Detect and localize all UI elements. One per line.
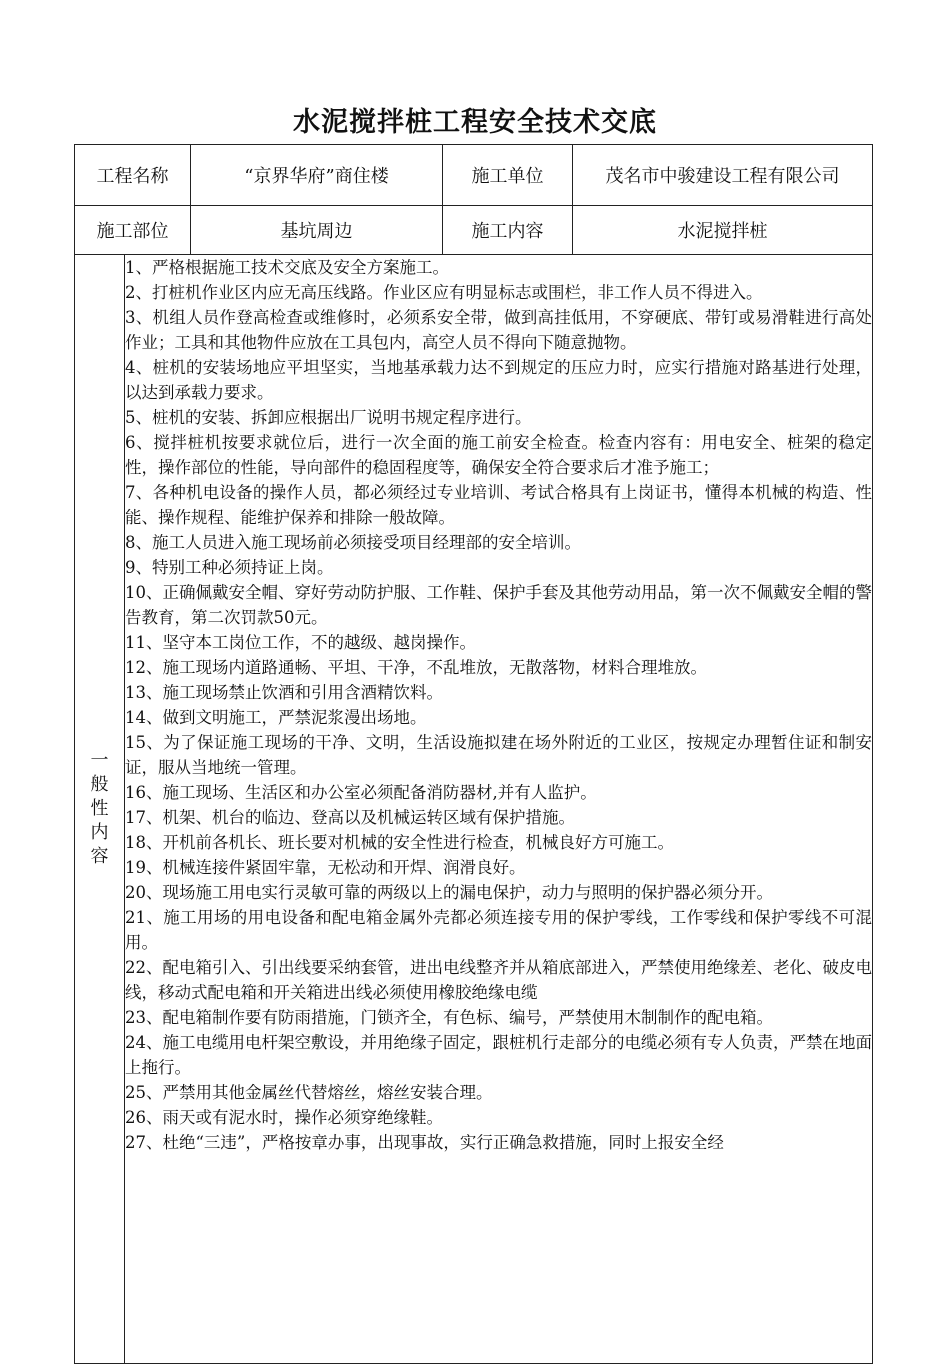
project-name-label: 工程名称 (75, 145, 191, 206)
work-content-label: 施工内容 (443, 206, 573, 255)
work-info-row (75, 206, 873, 255)
safety-item: 25、严禁用其他金属丝代替熔丝，熔丝安装合理。 (125, 1083, 493, 1102)
general-content-body (125, 255, 873, 1364)
work-location-label: 施工部位 (75, 206, 191, 255)
safety-item: 24、施工电缆用电杆架空敷设，并用绝缘子固定，跟桩机行走部分的电缆必须有专人负责，严禁在地面上拖行。 (125, 1033, 872, 1077)
safety-items-list (125, 255, 872, 1363)
work-content-value: 水泥搅拌桩 (573, 206, 873, 255)
safety-item: 21、施工用场的用电设备和配电箱金属外壳都必须连接专用的保护零线，工作零线和保护零线不可混用。 (125, 908, 872, 952)
label-char: 内 (90, 822, 109, 843)
document-title: 水泥搅拌桩工程安全技术交底 (293, 107, 657, 138)
label-char: 容 (90, 846, 109, 867)
safety-item: 26、雨天或有泥水时，操作必须穿绝缘鞋。 (125, 1108, 443, 1127)
safety-item: 7、各种机电设备的操作人员，都必须经过专业培训、考试合格具有上岗证书，懂得本机械的构造、性能、操作规程、能维护保养和排除一般故障。 (125, 483, 872, 527)
disclosure-table (74, 144, 873, 1364)
safety-item: 2、打桩机作业区内应无高压线路。作业区应有明显标志或围栏，非工作人员不得进入。 (125, 283, 763, 302)
safety-item: 9、特别工种必须持证上岗。 (125, 558, 334, 577)
safety-item: 19、机械连接件紧固牢靠，无松动和开焊、润滑良好。 (125, 858, 526, 877)
safety-item: 5、桩机的安装、拆卸应根据出厂说明书规定程序进行。 (125, 408, 532, 427)
construction-unit-label: 施工单位 (443, 145, 573, 206)
safety-item: 15、为了保证施工现场的干净、文明，生活设施拟建在场外附近的工业区，按规定办理暂住证和制安证，服从当地统一管理。 (125, 733, 872, 777)
safety-item: 13、施工现场禁止饮酒和引用含酒精饮料。 (125, 683, 443, 702)
work-location-value: 基坑周边 (191, 206, 443, 255)
safety-item: 6、搅拌桩机按要求就位后，进行一次全面的施工前安全检查。检查内容有：用电安全、桩架的稳定性，操作部位的性能，导向部件的稳固程度等，确保安全符合要求后才准予施工； (125, 433, 872, 477)
safety-item: 16、施工现场、生活区和办公室必须配备消防器材,并有人监护。 (125, 783, 597, 802)
safety-item: 22、配电箱引入、引出线要采纳套管，进出电线整齐并从箱底部进入，严禁使用绝缘差、老化、破皮电线，移动式配电箱和开关箱进出线必须使用橡胶绝缘电缆 (125, 958, 872, 1002)
safety-item: 27、杜绝“三违”，严格按章办事，出现事故，实行正确急救措施，同时上报安全经 (125, 1133, 724, 1152)
safety-item: 17、机架、机台的临边、登高以及机械运转区域有保护措施。 (125, 808, 575, 827)
safety-item: 14、做到文明施工，严禁泥浆漫出场地。 (125, 708, 427, 727)
safety-item: 20、现场施工用电实行灵敏可靠的两级以上的漏电保护，动力与照明的保护器必须分开。 (125, 883, 773, 902)
general-content-row (75, 255, 873, 1364)
safety-item: 18、开机前各机长、班长要对机械的安全性进行检查，机械良好方可施工。 (125, 833, 674, 852)
label-char: 一 (90, 750, 109, 771)
construction-unit-value: 茂名市中骏建设工程有限公司 (573, 145, 873, 206)
label-char: 般 (90, 774, 109, 795)
general-content-label (75, 255, 125, 1364)
safety-item: 3、机组人员作登高检查或维修时，必须系安全带，做到高挂低用，不穿硬底、带钉或易滑鞋进行高处作业；工具和其他物件应放在工具包内，高空人员不得向下随意抛物。 (125, 308, 872, 352)
safety-item: 11、坚守本工岗位工作，不的越级、越岗操作。 (125, 633, 476, 652)
safety-item: 1、严格根据施工技术交底及安全方案施工。 (125, 258, 449, 277)
project-name-value: “京界华府”商住楼 (191, 145, 443, 206)
safety-item: 23、配电箱制作要有防雨措施，门锁齐全，有色标、编号，严禁使用木制制作的配电箱。 (125, 1008, 773, 1027)
safety-item: 12、施工现场内道路通畅、平坦、干净，不乱堆放，无散落物，材料合理堆放。 (125, 658, 707, 677)
safety-item: 10、正确佩戴安全帽、穿好劳动防护服、工作鞋、保护手套及其他劳动用品，第一次不佩戴安全帽的警告教育，第二次罚款50元。 (125, 583, 872, 627)
label-char: 性 (90, 798, 109, 819)
safety-item: 8、施工人员进入施工现场前必须接受项目经理部的安全培训。 (125, 533, 581, 552)
safety-item: 4、桩机的安装场地应平坦坚实，当地基承载力达不到规定的压应力时，应实行措施对路基进行处理，以达到承载力要求。 (125, 358, 872, 402)
project-info-row (75, 145, 873, 206)
